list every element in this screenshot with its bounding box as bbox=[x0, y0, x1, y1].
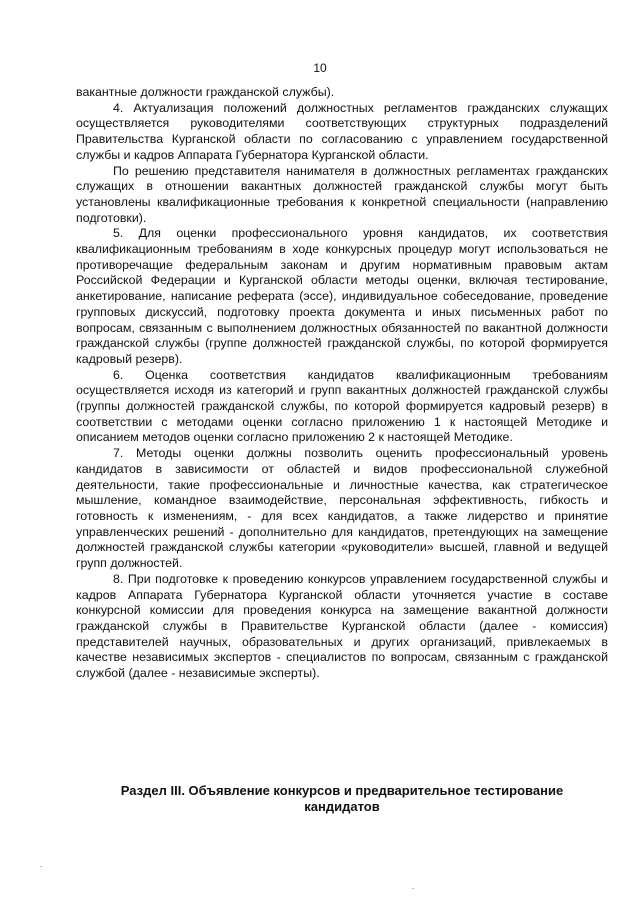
scan-artifact bbox=[412, 888, 414, 889]
paragraph-item-5: 5. Для оценки профессионального уровня кандидатов, их соответствия квалификационным требованиям в ходе конкурсных процедур могут использоваться не противоречащие федеральным законам и другим нормативным правовым актам Российской Федерации и Курганской области методы оценки, включая тестирование, анкетирование, написание реферата (эссе), индивидуальное собеседование, проведение групповых дискуссий, подготовку проекта документа и иных письменных работ по вопросам, связанным с выполнением должностных обязанностей по вакантной должности гражданской службы (группе должностей гражданской службы, по которой формируется кадровый резерв). bbox=[76, 226, 608, 366]
document-body bbox=[76, 85, 608, 682]
paragraph-item-4: 4. Актуализация положений должностных регламентов гражданских служащих осуществляется руководителями соответствующих структурных подразделений Правительства Курганской области по согласованию с управлением государственной службы и кадров Аппарата Губернатора Курганской области. bbox=[76, 100, 608, 162]
section-heading-line-1: Раздел III. Объявление конкурсов и предварительное тестирование bbox=[120, 783, 564, 798]
paragraph-item-6: 6. Оценка соответствия кандидатов квалификационным требованиям осуществляется исходя из категорий и групп вакантных должностей гражданской службы (группы должностей гражданской службы, по которой формируется кадровый резерв) в соответствии с методами оценки согласно приложению 1 к настоящей Методике и описанием методов оценки согласно приложению 2 к настоящей Методике. bbox=[76, 367, 608, 445]
section-heading-line-2: кандидатов bbox=[304, 799, 380, 814]
paragraph-continuation: вакантные должности гражданской службы). bbox=[76, 85, 335, 99]
paragraph-item-8: 8. При подготовке к проведению конкурсов управлением государственной службы и кадров Аппарата Губернатора Курганской области уточняется участие в составе конкурсной комиссии для проведения конкурса на замещение вакантной должности гражданской службы в Правительстве Курганской области (далее - комиссия) представителей научных, образовательных и других организаций, привлекаемых в качестве независимых экспертов - специалистов по вопросам, связанным с гражданской службой (далее - независимые эксперты). bbox=[76, 571, 608, 681]
scan-artifact bbox=[40, 866, 42, 867]
page-number: 10 bbox=[313, 61, 327, 75]
paragraph-item-7: 7. Методы оценки должны позволить оценить профессиональный уровень кандидатов в зависимости от областей и видов профессиональной служебной деятельности, такие профессиональные и личностные качества, как стратегическое мышление, командное взаимодействие, персональная эффективность, гибкость и готовность к изменениям, - для всех кандидатов, а также лидерство и принятие управленческих решений - дополнительно для кандидатов, претендующих на замещение должностей гражданской службы категории «руководители» высшей, главной и ведущей групп должностей. bbox=[76, 446, 608, 571]
paragraph-employer-decision: По решению представителя нанимателя в должностных регламентах гражданских служащих в отношении вакантных должностей гражданской службы могут быть установлены квалификационные требования к конкретной специальности (направлению подготовки). bbox=[76, 163, 608, 225]
section-heading bbox=[76, 783, 608, 815]
